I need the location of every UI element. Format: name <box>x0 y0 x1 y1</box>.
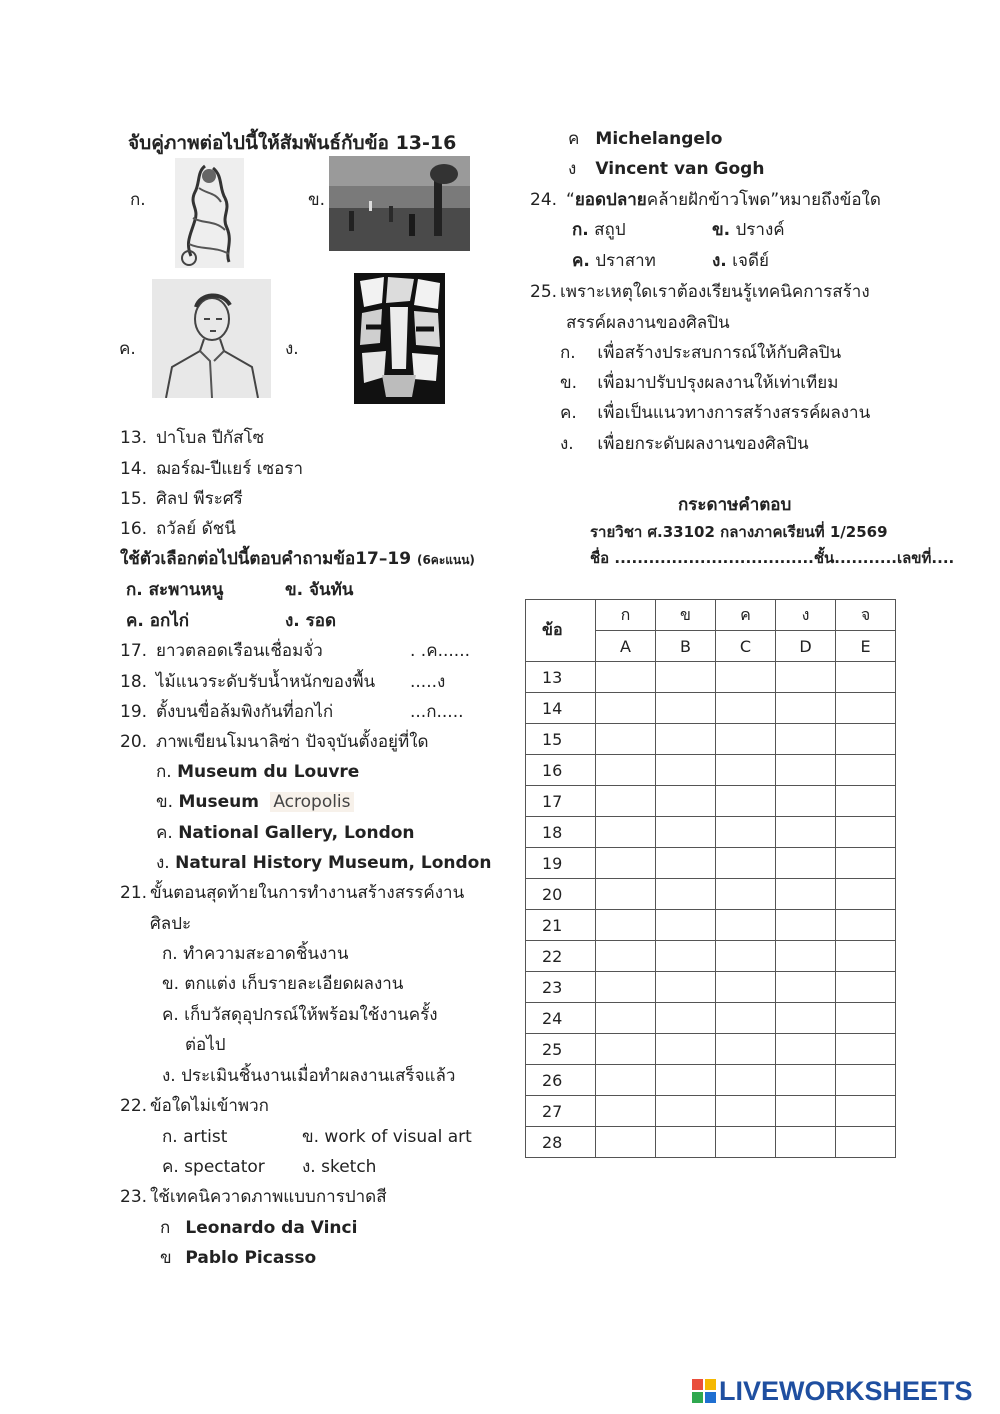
answer-cell-d[interactable] <box>776 693 836 724</box>
q20-option-a-text: Museum du Louvre <box>177 762 360 782</box>
q21-option-c[interactable]: ค. เก็บวัสดุอุปกรณ์ให้พร้อมใช้งานครั้ง <box>162 1005 438 1025</box>
q16-number: 16. <box>120 519 148 539</box>
q22-number: 22. <box>120 1096 148 1116</box>
q20-number: 20. <box>120 732 148 752</box>
q23-option-a-text: Leonardo da Vinci <box>185 1218 358 1238</box>
q24-option-a-label: ก. <box>572 220 589 240</box>
header-thai-c: ค <box>716 600 776 631</box>
table-row <box>526 662 896 693</box>
liveworksheets-logo-text: LIVEWORKSHEETS <box>719 1376 973 1406</box>
option-a: ก. สะพานหนู <box>126 580 224 600</box>
answer-cell-e[interactable] <box>836 848 896 879</box>
answer-cell-b[interactable] <box>656 786 716 817</box>
answer-cell-d[interactable] <box>776 972 836 1003</box>
answer-cell-e[interactable] <box>836 1003 896 1034</box>
q22-option-d[interactable]: ง. sketch <box>302 1157 377 1177</box>
row-number: 18 <box>526 817 596 848</box>
header-latin-e: E <box>836 631 896 662</box>
answer-cell-c[interactable] <box>716 817 776 848</box>
answer-cell-d[interactable] <box>776 786 836 817</box>
row-number: 17 <box>526 786 596 817</box>
row-number: 28 <box>526 1127 596 1158</box>
q24-option-d[interactable] <box>712 249 769 273</box>
table-row <box>526 693 896 724</box>
q23-option-d[interactable] <box>568 157 764 181</box>
q25-number: 25. <box>530 282 558 302</box>
row-number: 27 <box>526 1096 596 1127</box>
option-d: ง. รอด <box>285 611 337 631</box>
section2-heading-text: ใช้ตัวเลือกต่อไปนี้ตอบคำถามข้อ17–19 <box>120 549 412 569</box>
q23-number: 23. <box>120 1187 148 1207</box>
q24-bold-text: ยอดปลาย <box>574 190 647 210</box>
image-label-d: ง. <box>285 339 299 359</box>
q24-option-a[interactable] <box>572 218 626 242</box>
table-row <box>526 910 896 941</box>
image-label-a: ก. <box>130 190 146 210</box>
q25-option-d[interactable] <box>560 432 809 456</box>
answer-cell-a[interactable] <box>596 972 656 1003</box>
q24-option-c-label: ค. <box>572 251 590 271</box>
answer-cell-c[interactable] <box>716 972 776 1003</box>
answer-cell-a[interactable] <box>596 1003 656 1034</box>
q24-text <box>566 188 881 212</box>
answer-sheet-subtitle: รายวิชา ศ.33102 กลางภาคเรียนที่ 1/2569 <box>590 523 888 541</box>
answer-cell-d[interactable] <box>776 910 836 941</box>
q25-text-line1: เพราะเหตุใดเราต้องเรียนรู้เทคนิคการสร้าง <box>560 282 870 302</box>
row-number: 14 <box>526 693 596 724</box>
row-header-cell: ข้อ <box>526 600 596 662</box>
q16-text: ถวัลย์ ดัชนี <box>156 519 236 539</box>
q17-number: 17. <box>120 641 148 661</box>
q22-option-c[interactable]: ค. spectator <box>162 1157 265 1177</box>
q25-option-b[interactable] <box>560 371 838 395</box>
q22-option-b[interactable]: ข. work of visual art <box>302 1127 472 1147</box>
q13-number: 13. <box>120 428 148 448</box>
answer-cell-d[interactable] <box>776 755 836 786</box>
answer-cell-b[interactable] <box>656 910 716 941</box>
answer-cell-e[interactable] <box>836 724 896 755</box>
answer-cell-d[interactable] <box>776 1127 836 1158</box>
answer-cell-d[interactable] <box>776 1003 836 1034</box>
table-header-row <box>526 600 896 631</box>
row-number: 25 <box>526 1034 596 1065</box>
q13-text: ปาโบล ปีกัสโซ <box>156 428 265 448</box>
answer-cell-a[interactable] <box>596 817 656 848</box>
answer-cell-c[interactable] <box>716 1127 776 1158</box>
row-number: 19 <box>526 848 596 879</box>
q25-option-d-label: ง. <box>560 434 574 454</box>
liveworksheets-logo <box>692 1376 973 1407</box>
q24-option-b-label: ข. <box>712 220 731 240</box>
q25-option-b-text: เพื่อมาปรับปรุงผลงานให้เท่าเทียม <box>597 373 839 393</box>
header-thai-b: ข <box>656 600 716 631</box>
answer-cell-b[interactable] <box>656 817 716 848</box>
q20-option-b-label: ข. <box>156 792 174 812</box>
answer-cell-a[interactable] <box>596 1065 656 1096</box>
q25-option-b-label: ข. <box>560 373 578 393</box>
row-number: 20 <box>526 879 596 910</box>
answer-cell-b[interactable] <box>656 972 716 1003</box>
row-number: 13 <box>526 662 596 693</box>
matching-title: จับคู่ภาพต่อไปนี้ให้สัมพันธ์กับข้อ 13-16 <box>128 132 457 154</box>
answer-cell-c[interactable] <box>716 724 776 755</box>
section2-heading <box>120 547 475 572</box>
q18-text: ไม้แนวระดับรับน้ำหนักของพื้น <box>156 672 376 692</box>
q20-text: ภาพเขียนโมนาลิซ่า ปัจจุบันตั้งอยู่ที่ใด <box>156 732 429 752</box>
header-latin-a: A <box>596 631 656 662</box>
q23-option-a[interactable] <box>160 1216 357 1240</box>
q21-text-line2: ศิลปะ <box>150 914 192 934</box>
row-number: 26 <box>526 1065 596 1096</box>
portrait-sketch-image <box>152 279 271 398</box>
answer-cell-e[interactable] <box>836 755 896 786</box>
q25-option-a[interactable] <box>560 341 841 365</box>
q20-option-c-label: ค. <box>156 823 173 843</box>
answer-cell-c[interactable] <box>716 879 776 910</box>
table-row <box>526 724 896 755</box>
answer-cell-a[interactable] <box>596 848 656 879</box>
answer-cell-e[interactable] <box>836 972 896 1003</box>
table-row <box>526 972 896 1003</box>
q23-option-c-label: ค <box>568 129 580 149</box>
answer-cell-b[interactable] <box>656 941 716 972</box>
answer-cell-b[interactable] <box>656 724 716 755</box>
row-number: 21 <box>526 910 596 941</box>
answer-cell-a[interactable] <box>596 1096 656 1127</box>
q24-option-d-text: เจดีย์ <box>732 251 769 271</box>
row-number: 22 <box>526 941 596 972</box>
q20-option-b-text: Museum <box>178 792 259 812</box>
answer-cell-c[interactable] <box>716 755 776 786</box>
answer-cell-b[interactable] <box>656 693 716 724</box>
answer-cell-e[interactable] <box>836 817 896 848</box>
q25-option-c-label: ค. <box>560 403 577 423</box>
row-number: 16 <box>526 755 596 786</box>
q23-option-d-text: Vincent van Gogh <box>595 159 765 179</box>
answer-cell-a[interactable] <box>596 755 656 786</box>
answer-cell-d[interactable] <box>776 724 836 755</box>
liveworksheets-logo-icon <box>692 1379 716 1403</box>
answer-cell-b[interactable] <box>656 1065 716 1096</box>
answer-cell-b[interactable] <box>656 662 716 693</box>
q19-number: 19. <box>120 702 148 722</box>
option-b: ข. จันทัน <box>285 580 354 600</box>
answer-cell-c[interactable] <box>716 662 776 693</box>
table-row <box>526 1034 896 1065</box>
q25-text-line2: สรรค์ผลงานของศิลปิน <box>566 313 730 333</box>
answer-cell-e[interactable] <box>836 879 896 910</box>
answer-cell-a[interactable] <box>596 879 656 910</box>
answer-cell-b[interactable] <box>656 1003 716 1034</box>
answer-cell-e[interactable] <box>836 693 896 724</box>
answer-cell-e[interactable] <box>836 662 896 693</box>
answer-cell-c[interactable] <box>716 941 776 972</box>
q20-option-d-label: ง. <box>156 853 170 873</box>
answer-cell-e[interactable] <box>836 1034 896 1065</box>
q23-option-b-label: ข <box>160 1248 172 1268</box>
q20-option-c-text: National Gallery, London <box>178 823 415 843</box>
answer-cell-d[interactable] <box>776 662 836 693</box>
answer-cell-d[interactable] <box>776 1034 836 1065</box>
q23-option-b[interactable] <box>160 1246 316 1270</box>
table-row <box>526 1096 896 1127</box>
q23-text: ใช้เทคนิควาดภาพแบบการปาดสี <box>150 1187 387 1207</box>
header-latin-d: D <box>776 631 836 662</box>
table-row <box>526 941 896 972</box>
answer-cell-a[interactable] <box>596 662 656 693</box>
q24-option-b[interactable] <box>712 218 785 242</box>
q20-option-a[interactable] <box>156 760 359 784</box>
answer-cell-c[interactable] <box>716 1096 776 1127</box>
answer-cell-d[interactable] <box>776 879 836 910</box>
answer-cell-e[interactable] <box>836 1096 896 1127</box>
q24-number: 24. <box>530 190 558 210</box>
q21-number: 21. <box>120 883 148 903</box>
answer-cell-b[interactable] <box>656 755 716 786</box>
row-number: 24 <box>526 1003 596 1034</box>
q24-option-c-text: ปราสาท <box>595 251 656 271</box>
park-painting-image <box>329 156 470 251</box>
q24-rest-text: คล้ายฝักข้าวโพด”หมายถึงข้อใด <box>646 190 881 210</box>
header-thai-e: จ <box>836 600 896 631</box>
answer-cell-a[interactable] <box>596 786 656 817</box>
q19-answer-field[interactable]: ...ก..... <box>410 702 464 722</box>
answer-cell-e[interactable] <box>836 786 896 817</box>
q20-option-b-highlight: Acropolis <box>270 792 353 812</box>
answer-cell-b[interactable] <box>656 879 716 910</box>
answer-cell-c[interactable] <box>716 1003 776 1034</box>
answer-sheet-title: กระดาษคำตอบ <box>678 495 792 515</box>
answer-cell-a[interactable] <box>596 724 656 755</box>
q24-open-quote: “ <box>566 190 575 210</box>
q24-option-c[interactable] <box>572 249 656 273</box>
answer-cell-d[interactable] <box>776 1065 836 1096</box>
image-label-b: ข. <box>308 190 326 210</box>
table-row <box>526 1065 896 1096</box>
answer-cell-c[interactable] <box>716 786 776 817</box>
answer-cell-e[interactable] <box>836 1065 896 1096</box>
answer-cell-c[interactable] <box>716 848 776 879</box>
q20-option-c[interactable] <box>156 821 415 845</box>
q25-option-c-text: เพื่อเป็นแนวทางการสร้างสรรค์ผลงาน <box>597 403 871 423</box>
q23-option-d-label: ง <box>568 159 577 179</box>
q17-answer-field[interactable]: . .ค...... <box>410 641 471 661</box>
q21-option-d[interactable]: ง. ประเมินชิ้นงานเมื่อทำผลงานเสร็จแล้ว <box>162 1066 456 1086</box>
option-c: ค. อกไก่ <box>126 611 190 631</box>
image-label-c: ค. <box>119 339 136 359</box>
q21-option-c-line2: ต่อไป <box>185 1035 226 1055</box>
answer-cell-b[interactable] <box>656 848 716 879</box>
q20-option-a-label: ก. <box>156 762 172 782</box>
table-row <box>526 786 896 817</box>
q25-option-a-text: เพื่อสร้างประสบการณ์ให้กับศิลปิน <box>597 343 842 363</box>
answer-sheet-name-line[interactable]: ชื่อ ...................................ชั้น...........เลขที่.... <box>590 549 955 567</box>
q23-option-a-label: ก <box>160 1218 171 1238</box>
q25-option-a-label: ก. <box>560 343 576 363</box>
q22-text: ข้อใดไม่เข้าพวก <box>150 1096 269 1116</box>
answer-cell-c[interactable] <box>716 1065 776 1096</box>
answer-cell-c[interactable] <box>716 693 776 724</box>
figure-drawing-image <box>175 158 244 268</box>
header-thai-d: ง <box>776 600 836 631</box>
answer-cell-a[interactable] <box>596 910 656 941</box>
answer-cell-a[interactable] <box>596 693 656 724</box>
answer-cell-d[interactable] <box>776 848 836 879</box>
q23-option-c[interactable] <box>568 127 722 151</box>
answer-cell-d[interactable] <box>776 817 836 848</box>
answer-cell-a[interactable] <box>596 1034 656 1065</box>
answer-cell-e[interactable] <box>836 1127 896 1158</box>
answer-cell-d[interactable] <box>776 1096 836 1127</box>
q15-number: 15. <box>120 489 148 509</box>
q14-number: 14. <box>120 459 148 479</box>
answer-cell-c[interactable] <box>716 910 776 941</box>
row-number: 15 <box>526 724 596 755</box>
answer-cell-e[interactable] <box>836 910 896 941</box>
q22-option-a[interactable]: ก. artist <box>162 1127 228 1147</box>
q25-option-c[interactable] <box>560 401 870 425</box>
answer-cell-a[interactable] <box>596 941 656 972</box>
table-row <box>526 1127 896 1158</box>
section2-heading-points: (6คะแนน) <box>416 553 475 567</box>
q23-option-b-text: Pablo Picasso <box>185 1248 317 1268</box>
q20-option-d-text: Natural History Museum, London <box>175 853 492 873</box>
header-latin-b: B <box>656 631 716 662</box>
q24-option-d-label: ง. <box>712 251 727 271</box>
q14-text: ฌอร์ฌ-ปีแยร์ เซอรา <box>156 459 304 479</box>
answer-cell-b[interactable] <box>656 1127 716 1158</box>
table-row <box>526 755 896 786</box>
header-thai-a: ก <box>596 600 656 631</box>
q21-text-line1: ขั้นตอนสุดท้ายในการทำงานสร้างสรรค์งาน <box>150 883 465 903</box>
q18-number: 18. <box>120 672 148 692</box>
q25-option-d-text: เพื่อยกระดับผลงานของศิลปิน <box>597 434 809 454</box>
table-row <box>526 848 896 879</box>
q21-option-b[interactable]: ข. ตกแต่ง เก็บรายละเอียดผลงาน <box>162 974 404 994</box>
header-latin-c: C <box>716 631 776 662</box>
q20-option-b[interactable] <box>156 790 354 814</box>
q21-option-a[interactable]: ก. ทำความสะอาดชิ้นงาน <box>162 944 349 964</box>
q18-answer-field[interactable]: .....ง <box>410 672 446 692</box>
q24-option-b-text: ปรางค์ <box>735 220 785 240</box>
q19-text: ตั้งบนขื่อล้มพิงกันที่อกไก่ <box>156 702 334 722</box>
answer-cell-c[interactable] <box>716 1034 776 1065</box>
row-number: 23 <box>526 972 596 1003</box>
answer-table <box>525 599 896 1158</box>
table-row <box>526 1003 896 1034</box>
answer-cell-d[interactable] <box>776 941 836 972</box>
cubist-face-image <box>354 273 445 404</box>
q24-option-a-text: สถูป <box>594 220 626 240</box>
answer-cell-b[interactable] <box>656 1034 716 1065</box>
table-row <box>526 817 896 848</box>
q23-option-c-text: Michelangelo <box>595 129 723 149</box>
answer-cell-b[interactable] <box>656 1096 716 1127</box>
q15-text: ศิลป พีระศรี <box>156 489 243 509</box>
answer-cell-a[interactable] <box>596 1127 656 1158</box>
q20-option-d[interactable] <box>156 851 491 875</box>
q17-text: ยาวตลอดเรือนเชื่อมจั่ว <box>156 641 323 661</box>
table-row <box>526 879 896 910</box>
answer-cell-e[interactable] <box>836 941 896 972</box>
